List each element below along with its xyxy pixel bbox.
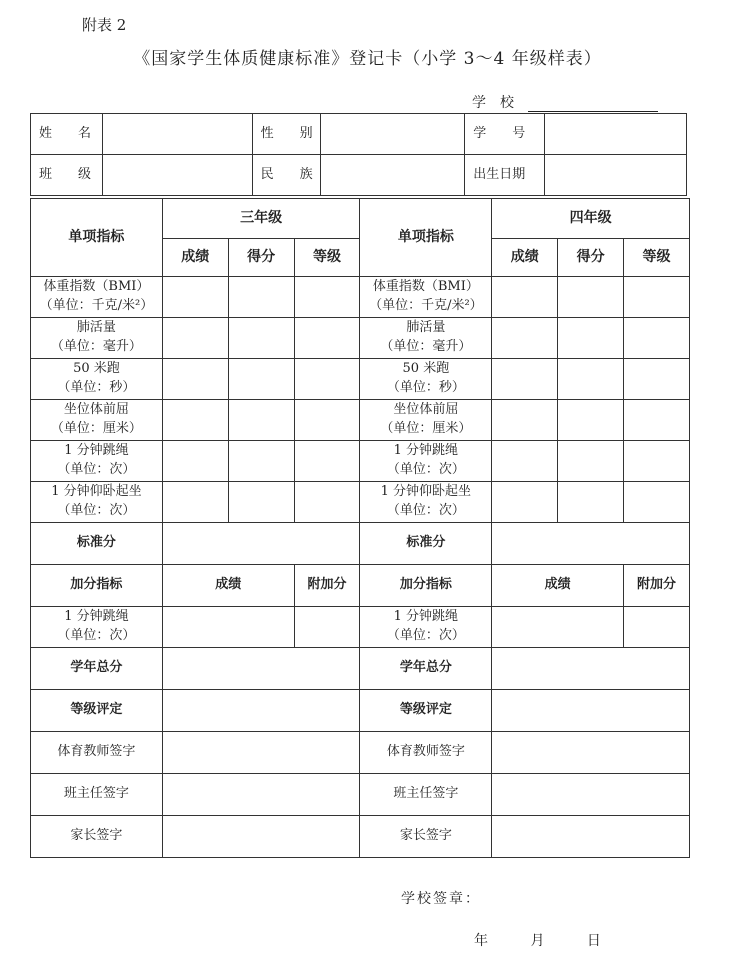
indicator-name: 肺活量 xyxy=(76,320,116,336)
indicator-unit: （单位：次） xyxy=(386,503,465,518)
points-field-g3[interactable] xyxy=(228,277,294,318)
standard-score-field-g4[interactable] xyxy=(492,523,690,565)
score-field-g4[interactable] xyxy=(492,482,558,523)
pe-teacher-label-g4: 体育教师签字 xyxy=(360,732,492,774)
indicator-unit: （单位：秒） xyxy=(386,380,465,395)
level-field-g3[interactable] xyxy=(294,441,360,482)
student-info-table xyxy=(30,113,687,196)
score-field-g3[interactable] xyxy=(162,318,228,359)
year-total-field-g3[interactable] xyxy=(162,648,360,690)
bonus-score-field-g4[interactable] xyxy=(492,607,624,648)
table-row xyxy=(31,359,690,400)
name-label: 姓 名 xyxy=(31,114,103,155)
gender-field[interactable] xyxy=(320,114,465,155)
indicator-name: 坐位体前屈 xyxy=(393,402,459,418)
bonus-item-g3 xyxy=(31,607,163,648)
bonus-extra-header-g3: 附加分 xyxy=(294,565,360,607)
bonus-extra-header-g4: 附加分 xyxy=(624,565,690,607)
indicator-name: 坐位体前屈 xyxy=(63,402,129,418)
indicator-name: 1 分钟跳绳 xyxy=(393,443,459,459)
ethnicity-field[interactable] xyxy=(320,155,465,196)
level-field-g4[interactable] xyxy=(624,400,690,441)
bonus-score-header-g4: 成绩 xyxy=(492,565,624,607)
points-field-g4[interactable] xyxy=(558,359,624,400)
indicator-cell-g3 xyxy=(31,482,163,523)
points-field-g4[interactable] xyxy=(558,441,624,482)
indicator-cell-g3 xyxy=(31,318,163,359)
bonus-extra-field-g4[interactable] xyxy=(624,607,690,648)
score-field-g4[interactable] xyxy=(492,359,558,400)
indicator-unit: （单位：次） xyxy=(57,462,136,477)
bonus-item-unit: （单位：次） xyxy=(57,628,136,643)
indicator-cell-g4 xyxy=(360,318,492,359)
indicator-cell-g4 xyxy=(360,441,492,482)
indicator-name: 50 米跑 xyxy=(73,361,120,377)
indicator-cell-g4 xyxy=(360,277,492,318)
student-id-field[interactable] xyxy=(545,114,687,155)
year-total-field-g4[interactable] xyxy=(492,648,690,690)
parent-label-g3: 家长签字 xyxy=(31,816,163,858)
standard-score-label-g4: 标准分 xyxy=(360,523,492,565)
ethnicity-label: 民 族 xyxy=(252,155,320,196)
score-field-g3[interactable] xyxy=(162,482,228,523)
score-field-g4[interactable] xyxy=(492,277,558,318)
level-field-g4[interactable] xyxy=(624,318,690,359)
level-field-g4[interactable] xyxy=(624,359,690,400)
level-field-g4[interactable] xyxy=(624,441,690,482)
bonus-score-field-g3[interactable] xyxy=(162,607,294,648)
score-field-g4[interactable] xyxy=(492,400,558,441)
bonus-indicator-header-g4: 加分指标 xyxy=(360,565,492,607)
level-col-g3: 等级 xyxy=(294,239,360,277)
indicator-unit: （单位：毫升） xyxy=(50,339,142,354)
points-col-g3: 得分 xyxy=(228,239,294,277)
school-stamp-label: 学校签章： xyxy=(401,891,481,907)
indicator-cell-g3 xyxy=(31,441,163,482)
standard-score-label-g3: 标准分 xyxy=(31,523,163,565)
table-row xyxy=(31,277,690,318)
head-teacher-signature-g3[interactable] xyxy=(162,774,360,816)
parent-signature-g4[interactable] xyxy=(492,816,690,858)
pe-teacher-signature-g4[interactable] xyxy=(492,732,690,774)
indicator-cell-g3 xyxy=(31,400,163,441)
date-line xyxy=(474,930,639,950)
indicator-cell-g3 xyxy=(31,359,163,400)
parent-label-g4: 家长签字 xyxy=(360,816,492,858)
points-field-g3[interactable] xyxy=(228,400,294,441)
grade-eval-field-g4[interactable] xyxy=(492,690,690,732)
indicator-unit: （单位：厘米） xyxy=(50,421,142,436)
level-field-g4[interactable] xyxy=(624,482,690,523)
indicator-unit: （单位：次） xyxy=(386,462,465,477)
parent-signature-g3[interactable] xyxy=(162,816,360,858)
birthdate-label: 出生日期 xyxy=(465,155,545,196)
bonus-item-g4 xyxy=(360,607,492,648)
birthdate-field[interactable] xyxy=(545,155,687,196)
standard-score-field-g3[interactable] xyxy=(162,523,360,565)
points-field-g4[interactable] xyxy=(558,318,624,359)
score-field-g3[interactable] xyxy=(162,277,228,318)
class-field[interactable] xyxy=(102,155,252,196)
indicator-header-g3: 单项指标 xyxy=(31,199,163,277)
year-total-label-g3: 学年总分 xyxy=(31,648,163,690)
pe-teacher-signature-g3[interactable] xyxy=(162,732,360,774)
table-row xyxy=(31,318,690,359)
indicator-cell-g4 xyxy=(360,400,492,441)
year-label: 年 xyxy=(474,933,488,949)
indicator-header-g4: 单项指标 xyxy=(360,199,492,277)
day-label: 日 xyxy=(586,933,601,949)
student-id-label: 学 号 xyxy=(465,114,545,155)
pe-teacher-label-g3: 体育教师签字 xyxy=(31,732,163,774)
points-field-g3[interactable] xyxy=(228,318,294,359)
indicator-name: 1 分钟仰卧起坐 xyxy=(51,484,142,500)
indicator-name: 体重指数（BMI） xyxy=(43,279,150,295)
score-field-g4[interactable] xyxy=(492,318,558,359)
name-field[interactable] xyxy=(102,114,252,155)
grade4-header: 四年级 xyxy=(492,199,690,239)
indicator-cell-g3 xyxy=(31,277,163,318)
level-field-g3[interactable] xyxy=(294,318,360,359)
indicator-name: 50 米跑 xyxy=(402,361,450,377)
class-label: 班 级 xyxy=(31,155,103,196)
score-col-g4: 成绩 xyxy=(492,239,558,277)
level-field-g3[interactable] xyxy=(294,482,360,523)
indicator-unit: （单位：次） xyxy=(57,503,136,518)
bonus-extra-field-g3[interactable] xyxy=(294,607,360,648)
grade-eval-field-g3[interactable] xyxy=(162,690,360,732)
indicator-unit: （单位：千克/米²） xyxy=(39,298,154,313)
bonus-score-header-g3: 成绩 xyxy=(162,565,294,607)
score-field-g3[interactable] xyxy=(162,441,228,482)
points-field-g3[interactable] xyxy=(228,359,294,400)
points-field-g4[interactable] xyxy=(558,277,624,318)
bonus-item-name: 1 分钟跳绳 xyxy=(64,609,129,625)
score-col-g3: 成绩 xyxy=(162,239,228,277)
points-field-g3[interactable] xyxy=(228,441,294,482)
indicator-unit: （单位：厘米） xyxy=(380,421,472,436)
score-field-g3[interactable] xyxy=(162,400,228,441)
indicator-name: 体重指数（BMI） xyxy=(372,279,479,295)
points-field-g3[interactable] xyxy=(228,482,294,523)
indicator-cell-g4 xyxy=(360,359,492,400)
annex-label: 附表 2 xyxy=(82,16,127,34)
level-field-g3[interactable] xyxy=(294,277,360,318)
indicator-unit: （单位：秒） xyxy=(57,380,136,395)
year-total-label-g4: 学年总分 xyxy=(360,648,492,690)
bonus-item-unit: （单位：次） xyxy=(386,628,465,643)
head-teacher-label-g4: 班主任签字 xyxy=(360,774,492,816)
points-field-g4[interactable] xyxy=(558,482,624,523)
score-field-g3[interactable] xyxy=(162,359,228,400)
grade-eval-label-g3: 等级评定 xyxy=(31,690,163,732)
level-field-g3[interactable] xyxy=(294,359,360,400)
table-row xyxy=(31,400,690,441)
school-label: 学 校 xyxy=(472,95,514,111)
grade3-header: 三年级 xyxy=(162,199,360,239)
gender-label: 性 别 xyxy=(252,114,320,155)
school-line xyxy=(472,92,658,112)
indicator-name: 1 分钟仰卧起坐 xyxy=(380,484,472,500)
head-teacher-signature-g4[interactable] xyxy=(492,774,690,816)
indicator-name: 1 分钟跳绳 xyxy=(64,443,129,459)
score-table xyxy=(30,198,690,858)
level-field-g3[interactable] xyxy=(294,400,360,441)
indicator-unit: （单位：毫升） xyxy=(380,339,472,354)
bonus-item-name: 1 分钟跳绳 xyxy=(393,609,459,625)
indicator-name: 肺活量 xyxy=(406,320,446,336)
table-row xyxy=(31,482,690,523)
indicator-cell-g4 xyxy=(360,482,492,523)
level-col-g4: 等级 xyxy=(624,239,690,277)
score-field-g4[interactable] xyxy=(492,441,558,482)
points-col-g4: 得分 xyxy=(558,239,624,277)
table-row xyxy=(31,441,690,482)
month-label: 月 xyxy=(530,933,545,949)
level-field-g4[interactable] xyxy=(624,277,690,318)
school-field[interactable] xyxy=(528,95,658,112)
bonus-indicator-header-g3: 加分指标 xyxy=(31,565,163,607)
page-title: 《国家学生体质健康标准》登记卡（小学 3～4 年级样表） xyxy=(133,49,602,69)
indicator-unit: （单位：千克/米²） xyxy=(369,298,483,313)
head-teacher-label-g3: 班主任签字 xyxy=(31,774,163,816)
grade-eval-label-g4: 等级评定 xyxy=(360,690,492,732)
points-field-g4[interactable] xyxy=(558,400,624,441)
